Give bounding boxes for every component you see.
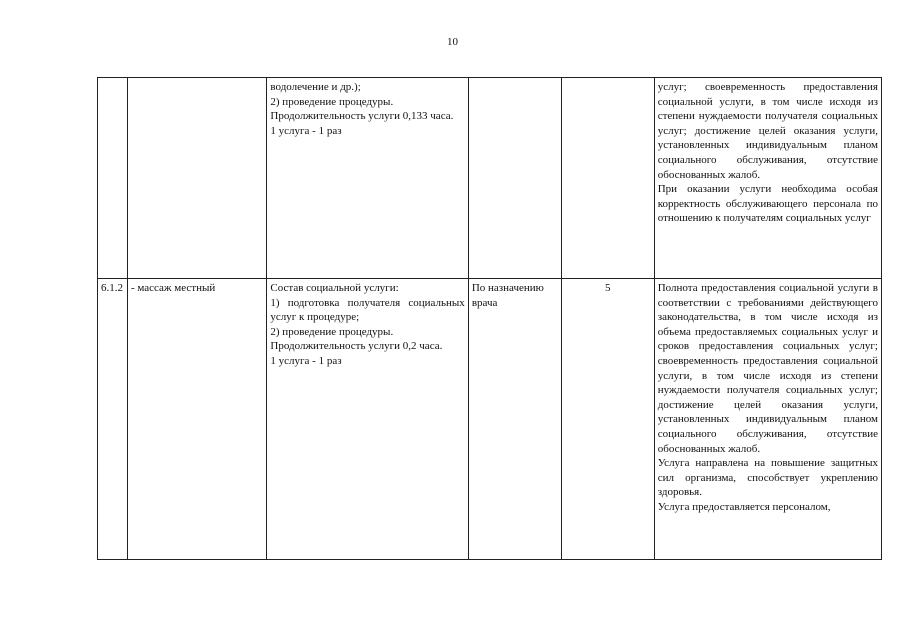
service-quality-cell	[654, 78, 881, 279]
service-name-cell	[127, 78, 266, 279]
page-number: 10	[447, 36, 458, 48]
composition-line: Продолжительность услуги 0,133 часа.	[270, 110, 454, 123]
service-code-cell: 6.1.2	[98, 279, 128, 560]
service-composition-cell	[267, 279, 468, 560]
service-condition-cell: По назначению врача	[468, 279, 561, 560]
service-composition-cell	[267, 78, 468, 279]
quality-paragraph: услуг; своевременность предоставления социальной услуги, в том числе исходя из степени нуждаемости получателя социальных услуг; достижение целей оказания услуги, установленных индивидуальным планом социального обслуживания, отсутствие обоснованных жалоб.	[657, 81, 878, 181]
composition-line: Состав социальной услуги:	[270, 282, 399, 294]
service-condition-cell	[468, 78, 561, 279]
service-count-cell: 5	[561, 279, 654, 560]
composition-line: водолечение и др.);	[270, 81, 361, 93]
composition-line: 1 услуга - 1 раз	[270, 124, 342, 137]
composition-line: 2) проведение процедуры.	[270, 95, 394, 108]
service-count-cell	[561, 78, 654, 279]
services-table	[97, 77, 882, 560]
quality-paragraph: Услуга предоставляется персоналом,	[657, 500, 831, 513]
quality-paragraph: Услуга направлена на повышение защитных сил организма, способствует укреплению здоровья.	[657, 457, 878, 499]
composition-line: 1 услуга - 1 раз	[270, 354, 342, 367]
quality-paragraph: При оказании услуги необходима особая корректность обслуживающего персонала по отношению к получателям социальных услуг	[657, 183, 878, 225]
service-name-cell: - массаж местный	[127, 279, 266, 560]
composition-line: 2) проведение процедуры.	[270, 325, 394, 338]
quality-paragraph: Полнота предоставления социальной услуги в соответствии с требованиями действующего законодательства, в том числе исходя из объема предоставляемых социальных услуг и сроков предоставления социальных услуг; своевременность предоставления социальной услуги, в том числе исходя из степени нуждаемости получателя социальных услуг; достижение целей оказания услуги, установленных индивидуальным планом социального обслуживания, отсутствие обоснованных жалоб.	[657, 282, 878, 455]
table-row	[98, 78, 882, 279]
service-quality-cell	[654, 279, 881, 560]
composition-line: Продолжительность услуги 0,2 часа.	[270, 340, 443, 353]
composition-line: 1) подготовка получателя социальных услуг к процедуре;	[270, 296, 465, 324]
table-row	[98, 279, 882, 560]
service-code-cell	[98, 78, 128, 279]
